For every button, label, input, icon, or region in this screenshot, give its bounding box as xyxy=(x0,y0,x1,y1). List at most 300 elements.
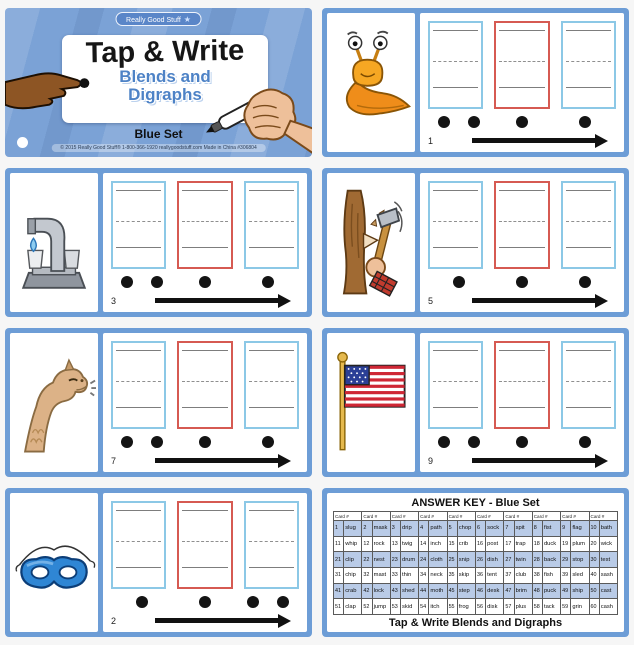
answer-key-column-header: Card # xyxy=(334,512,362,521)
guide-line-mid xyxy=(182,381,227,382)
answer-card-number: 6 xyxy=(475,521,485,537)
answer-key-card xyxy=(322,488,629,637)
answer-word: post xyxy=(486,536,504,552)
guide-line-mid xyxy=(566,221,611,222)
guide-line-top xyxy=(433,350,478,351)
answer-card-number: 38 xyxy=(532,567,542,583)
answer-word: crab xyxy=(344,583,362,599)
answer-word: cloth xyxy=(429,552,447,568)
answer-card-number: 21 xyxy=(334,552,344,568)
answer-key-row xyxy=(334,536,618,552)
answer-word: plus xyxy=(514,599,532,615)
answer-word: path xyxy=(429,521,447,537)
guide-line-bot xyxy=(433,87,478,88)
tap-dot xyxy=(262,276,274,288)
arrow-row xyxy=(111,612,299,629)
writing-box-1 xyxy=(111,181,166,269)
tap-dot xyxy=(121,276,133,288)
tap-dot-group-3 xyxy=(553,116,616,128)
answer-word: skid xyxy=(401,599,419,615)
answer-card-number: 2 xyxy=(362,521,372,537)
answer-word: tack xyxy=(542,599,560,615)
answer-word: inch xyxy=(429,536,447,552)
answer-card-number: 57 xyxy=(504,599,514,615)
writing-box-1 xyxy=(428,181,483,269)
answer-word: duck xyxy=(542,536,560,552)
answer-key-table-wrap xyxy=(333,511,618,615)
writing-box-1 xyxy=(428,341,483,429)
camel-spitting-illustration xyxy=(10,333,98,472)
answer-card-number: 39 xyxy=(561,567,571,583)
answer-word: shed xyxy=(401,583,419,599)
answer-word: jump xyxy=(372,599,390,615)
tap-dots-row xyxy=(428,431,616,452)
copyright-text: © 2015 Really Good Stuff® 1-800-366-1920 reallygoodstuff.com Made in China #306804 xyxy=(51,144,265,152)
answer-key-column-header: Card # xyxy=(419,512,447,521)
subtitle-line-1: Blends and xyxy=(119,67,211,87)
answer-key-header-row xyxy=(334,512,618,521)
arrow-row xyxy=(428,452,616,469)
answer-card-number: 23 xyxy=(390,552,400,568)
answer-card-number: 56 xyxy=(475,599,485,615)
answer-word: drip xyxy=(401,521,419,537)
answer-card-number: 32 xyxy=(362,567,372,583)
guide-line-mid xyxy=(116,541,161,542)
answer-card-number: 14 xyxy=(419,536,429,552)
answer-card-number: 27 xyxy=(504,552,514,568)
tap-dot-group-3 xyxy=(236,596,299,608)
guide-line-top xyxy=(116,510,161,511)
answer-card-number: 28 xyxy=(532,552,542,568)
tap-dot xyxy=(136,596,148,608)
product-title: Tap & Write xyxy=(85,34,245,70)
tap-dot xyxy=(516,116,528,128)
writing-panel xyxy=(103,333,307,472)
answer-card-number: 3 xyxy=(390,521,400,537)
answer-card-number: 19 xyxy=(561,536,571,552)
guide-line-bot xyxy=(433,247,478,248)
tap-dot-group-2 xyxy=(491,276,554,288)
answer-word: bath xyxy=(599,521,617,537)
guide-line-top xyxy=(499,30,544,31)
tap-dot xyxy=(262,436,274,448)
tap-dot-group-3 xyxy=(553,436,616,448)
writing-boxes xyxy=(428,21,616,109)
blending-arrow xyxy=(472,454,608,468)
brand-badge xyxy=(115,12,202,26)
answer-key-column-header: Card # xyxy=(475,512,503,521)
star-icon: ★ xyxy=(183,14,191,24)
axe-chopping-log-illustration xyxy=(327,173,415,312)
answer-word: clap xyxy=(344,599,362,615)
answer-card-number: 51 xyxy=(334,599,344,615)
answer-word: skip xyxy=(457,567,475,583)
tap-dot xyxy=(579,116,591,128)
tap-dots-row xyxy=(111,591,299,612)
writing-panel xyxy=(420,173,624,312)
answer-key-column-header: Card # xyxy=(504,512,532,521)
guide-line-bot xyxy=(433,407,478,408)
answer-word: clip xyxy=(344,552,362,568)
answer-card-number: 11 xyxy=(334,536,344,552)
answer-card-number: 31 xyxy=(334,567,344,583)
tap-dot xyxy=(151,276,163,288)
answer-card-number: 18 xyxy=(532,536,542,552)
answer-card-number: 42 xyxy=(362,583,372,599)
answer-card-number: 52 xyxy=(362,599,372,615)
writing-panel xyxy=(420,13,624,152)
tap-dot xyxy=(453,276,465,288)
guide-line-bot xyxy=(249,247,294,248)
tap-dot xyxy=(438,116,450,128)
guide-line-mid xyxy=(249,221,294,222)
answer-word: dish xyxy=(486,552,504,568)
guide-line-mid xyxy=(433,61,478,62)
answer-word: spit xyxy=(514,521,532,537)
blending-arrow xyxy=(155,454,291,468)
answer-word: brim xyxy=(514,583,532,599)
card-number: 3 xyxy=(111,295,117,306)
tap-dot xyxy=(121,436,133,448)
answer-word: wick xyxy=(599,536,617,552)
answer-word: fish xyxy=(542,567,560,583)
corner-dot xyxy=(17,137,28,148)
answer-word: frog xyxy=(457,599,475,615)
answer-key-column-header: Card # xyxy=(390,512,418,521)
guide-line-bot xyxy=(566,247,611,248)
answer-word: mast xyxy=(372,567,390,583)
answer-key-column-header: Card # xyxy=(362,512,390,521)
guide-line-mid xyxy=(499,221,544,222)
answer-card-number: 49 xyxy=(561,583,571,599)
answer-card-number: 53 xyxy=(390,599,400,615)
writing-box-3 xyxy=(561,21,616,109)
answer-word: disk xyxy=(486,599,504,615)
answer-word: snip xyxy=(457,552,475,568)
answer-word: trap xyxy=(514,536,532,552)
answer-word: neck xyxy=(429,567,447,583)
guide-line-mid xyxy=(566,61,611,62)
answer-word: twig xyxy=(401,536,419,552)
writing-box-1 xyxy=(111,341,166,429)
writing-box-3 xyxy=(244,341,299,429)
answer-word: nest xyxy=(372,552,390,568)
brand-badge-label: Really Good Stuff xyxy=(126,16,181,24)
guide-line-top xyxy=(182,350,227,351)
answer-card-number: 12 xyxy=(362,536,372,552)
answer-word: lock xyxy=(372,583,390,599)
guide-line-bot xyxy=(116,247,161,248)
answer-card-number: 58 xyxy=(532,599,542,615)
answer-card-number: 55 xyxy=(447,599,457,615)
blending-arrow xyxy=(155,294,291,308)
writing-panel xyxy=(420,333,624,472)
answer-card-number: 33 xyxy=(390,567,400,583)
answer-word: whip xyxy=(344,536,362,552)
answer-word: puck xyxy=(542,583,560,599)
writing-box-2 xyxy=(494,341,549,429)
answer-word: stop xyxy=(571,552,589,568)
guide-line-mid xyxy=(249,381,294,382)
tap-dot-group-3 xyxy=(236,436,299,448)
writing-box-3 xyxy=(561,341,616,429)
answer-key-title: ANSWER KEY - Blue Set xyxy=(411,497,540,509)
writing-box-3 xyxy=(244,181,299,269)
answer-key-row xyxy=(334,567,618,583)
answer-word: chop xyxy=(457,521,475,537)
tap-dot-group-2 xyxy=(491,436,554,448)
writing-box-1 xyxy=(111,501,166,589)
tap-dot-group-3 xyxy=(553,276,616,288)
answer-card-number: 16 xyxy=(475,536,485,552)
tap-dots-row xyxy=(428,271,616,292)
tap-dot xyxy=(468,436,480,448)
answer-card-number: 13 xyxy=(390,536,400,552)
answer-key-row xyxy=(334,552,618,568)
answer-card-number: 54 xyxy=(419,599,429,615)
answer-key-column-header: Card # xyxy=(561,512,589,521)
guide-line-top xyxy=(182,190,227,191)
tap-dot xyxy=(247,596,259,608)
answer-word: test xyxy=(599,552,617,568)
answer-card-number: 1 xyxy=(334,521,344,537)
answer-word: grin xyxy=(571,599,589,615)
guide-line-mid xyxy=(249,541,294,542)
answer-word: drum xyxy=(401,552,419,568)
word-card-1-slug xyxy=(322,8,629,157)
pointing-hand-illustration xyxy=(5,58,103,124)
answer-card-number: 10 xyxy=(589,521,599,537)
tap-dot-group-2 xyxy=(491,116,554,128)
answer-word: step xyxy=(457,583,475,599)
answer-card-number: 41 xyxy=(334,583,344,599)
answer-card-number: 37 xyxy=(504,567,514,583)
answer-card-number: 50 xyxy=(589,583,599,599)
tap-dot xyxy=(579,436,591,448)
answer-card-number: 8 xyxy=(532,521,542,537)
guide-line-top xyxy=(433,30,478,31)
writing-panel xyxy=(103,493,307,632)
tap-dots-row xyxy=(428,111,616,132)
answer-key-row xyxy=(334,599,618,615)
writing-box-2 xyxy=(494,21,549,109)
guide-line-top xyxy=(566,190,611,191)
tap-dot-group-1 xyxy=(428,276,491,288)
answer-card-number: 46 xyxy=(475,583,485,599)
guide-line-top xyxy=(499,190,544,191)
tap-dot xyxy=(151,436,163,448)
answer-card-number: 44 xyxy=(419,583,429,599)
answer-card-number: 34 xyxy=(419,567,429,583)
answer-card-number: 45 xyxy=(447,583,457,599)
tap-dot-group-1 xyxy=(111,596,174,608)
answer-key-row xyxy=(334,521,618,537)
answer-word: sock xyxy=(486,521,504,537)
guide-line-top xyxy=(249,190,294,191)
writing-box-2 xyxy=(177,501,232,589)
tap-dot-group-1 xyxy=(111,276,174,288)
guide-line-bot xyxy=(182,247,227,248)
answer-key-column-header: Card # xyxy=(532,512,560,521)
blending-arrow xyxy=(472,134,608,148)
guide-line-mid xyxy=(566,381,611,382)
answer-word: thin xyxy=(401,567,419,583)
answer-word: itch xyxy=(429,599,447,615)
tap-dot xyxy=(199,596,211,608)
answer-word: plum xyxy=(571,536,589,552)
answer-card-number: 9 xyxy=(561,521,571,537)
guide-line-bot xyxy=(499,247,544,248)
answer-card-number: 59 xyxy=(561,599,571,615)
writing-box-2 xyxy=(177,341,232,429)
guide-line-top xyxy=(499,350,544,351)
answer-word: chip xyxy=(344,567,362,583)
answer-word: cast xyxy=(599,583,617,599)
word-card-2-mask xyxy=(5,488,312,637)
writing-boxes xyxy=(111,341,299,429)
answer-word: rock xyxy=(372,536,390,552)
writing-box-2 xyxy=(494,181,549,269)
guide-line-top xyxy=(566,30,611,31)
guide-line-bot xyxy=(499,87,544,88)
answer-word: club xyxy=(514,567,532,583)
card-number: 9 xyxy=(428,455,434,466)
answer-key-footer: Tap & Write Blends and Digraphs xyxy=(388,617,563,629)
answer-key-body xyxy=(334,521,618,615)
tap-dot xyxy=(468,116,480,128)
answer-word: sash xyxy=(599,567,617,583)
answer-card-number: 24 xyxy=(419,552,429,568)
answer-key-column-header: Card # xyxy=(589,512,617,521)
answer-card-number: 5 xyxy=(447,521,457,537)
tap-dot-group-1 xyxy=(111,436,174,448)
answer-card-number: 35 xyxy=(447,567,457,583)
tap-dot xyxy=(277,596,289,608)
tap-dot-group-1 xyxy=(428,116,491,128)
guide-line-top xyxy=(249,350,294,351)
guide-line-mid xyxy=(499,381,544,382)
card-number: 2 xyxy=(111,615,117,626)
writing-boxes xyxy=(111,501,299,589)
guide-line-mid xyxy=(116,221,161,222)
answer-card-number: 48 xyxy=(532,583,542,599)
answer-word: cash xyxy=(599,599,617,615)
writing-hand-with-marker-illustration xyxy=(188,64,312,156)
tap-dot-group-2 xyxy=(174,596,237,608)
answer-key-table xyxy=(333,511,618,615)
slug-illustration xyxy=(327,13,415,152)
answer-word: mask xyxy=(372,521,390,537)
writing-box-3 xyxy=(244,501,299,589)
answer-word: slug xyxy=(344,521,362,537)
set-label: Blue Set xyxy=(134,127,183,141)
tap-dot xyxy=(516,436,528,448)
guide-line-bot xyxy=(182,407,227,408)
guide-line-bot xyxy=(116,407,161,408)
answer-word: moth xyxy=(429,583,447,599)
guide-line-mid xyxy=(182,541,227,542)
card-number: 5 xyxy=(428,295,434,306)
guide-line-top xyxy=(433,190,478,191)
american-flag-illustration xyxy=(327,333,415,472)
guide-line-bot xyxy=(566,407,611,408)
tap-dot xyxy=(516,276,528,288)
tap-dots-row xyxy=(111,431,299,452)
answer-card-number: 20 xyxy=(589,536,599,552)
arrow-row xyxy=(428,132,616,149)
guide-line-bot xyxy=(249,567,294,568)
tap-dots-row xyxy=(111,271,299,292)
answer-card-number: 30 xyxy=(589,552,599,568)
tap-dot-group-2 xyxy=(174,436,237,448)
guide-line-mid xyxy=(116,381,161,382)
guide-line-mid xyxy=(182,221,227,222)
answer-card-number: 25 xyxy=(447,552,457,568)
answer-card-number: 22 xyxy=(362,552,372,568)
tap-dot xyxy=(579,276,591,288)
guide-line-bot xyxy=(116,567,161,568)
tap-dot xyxy=(199,436,211,448)
card-number: 1 xyxy=(428,135,434,146)
writing-boxes xyxy=(428,341,616,429)
answer-card-number: 43 xyxy=(390,583,400,599)
word-card-3-drip xyxy=(5,168,312,317)
dripping-faucet-illustration xyxy=(10,173,98,312)
word-card-5-chop xyxy=(322,168,629,317)
card-number: 7 xyxy=(111,455,117,466)
answer-card-number: 4 xyxy=(419,521,429,537)
guide-line-bot xyxy=(566,87,611,88)
guide-line-top xyxy=(566,350,611,351)
answer-card-number: 29 xyxy=(561,552,571,568)
answer-word: back xyxy=(542,552,560,568)
title-card xyxy=(5,8,312,157)
tap-dot-group-2 xyxy=(174,276,237,288)
guide-line-mid xyxy=(433,221,478,222)
word-card-7-spit xyxy=(5,328,312,477)
answer-key-row xyxy=(334,583,618,599)
writing-panel xyxy=(103,173,307,312)
answer-word: desk xyxy=(486,583,504,599)
answer-word: crib xyxy=(457,536,475,552)
answer-card-number: 60 xyxy=(589,599,599,615)
tap-dot-group-1 xyxy=(428,436,491,448)
answer-word: fist xyxy=(542,521,560,537)
answer-key-panel xyxy=(327,493,624,632)
guide-line-bot xyxy=(499,407,544,408)
guide-line-top xyxy=(116,190,161,191)
arrow-row xyxy=(111,292,299,309)
guide-line-mid xyxy=(499,61,544,62)
tap-dot-group-3 xyxy=(236,276,299,288)
writing-box-2 xyxy=(177,181,232,269)
answer-card-number: 26 xyxy=(475,552,485,568)
blending-arrow xyxy=(472,294,608,308)
blending-arrow xyxy=(155,614,291,628)
guide-line-bot xyxy=(182,567,227,568)
writing-boxes xyxy=(428,181,616,269)
arrow-row xyxy=(428,292,616,309)
writing-boxes xyxy=(111,181,299,269)
answer-card-number: 47 xyxy=(504,583,514,599)
writing-box-1 xyxy=(428,21,483,109)
tap-dot xyxy=(199,276,211,288)
arrow-row xyxy=(111,452,299,469)
answer-word: tent xyxy=(486,567,504,583)
answer-card-number: 7 xyxy=(504,521,514,537)
guide-line-top xyxy=(249,510,294,511)
answer-card-number: 17 xyxy=(504,536,514,552)
